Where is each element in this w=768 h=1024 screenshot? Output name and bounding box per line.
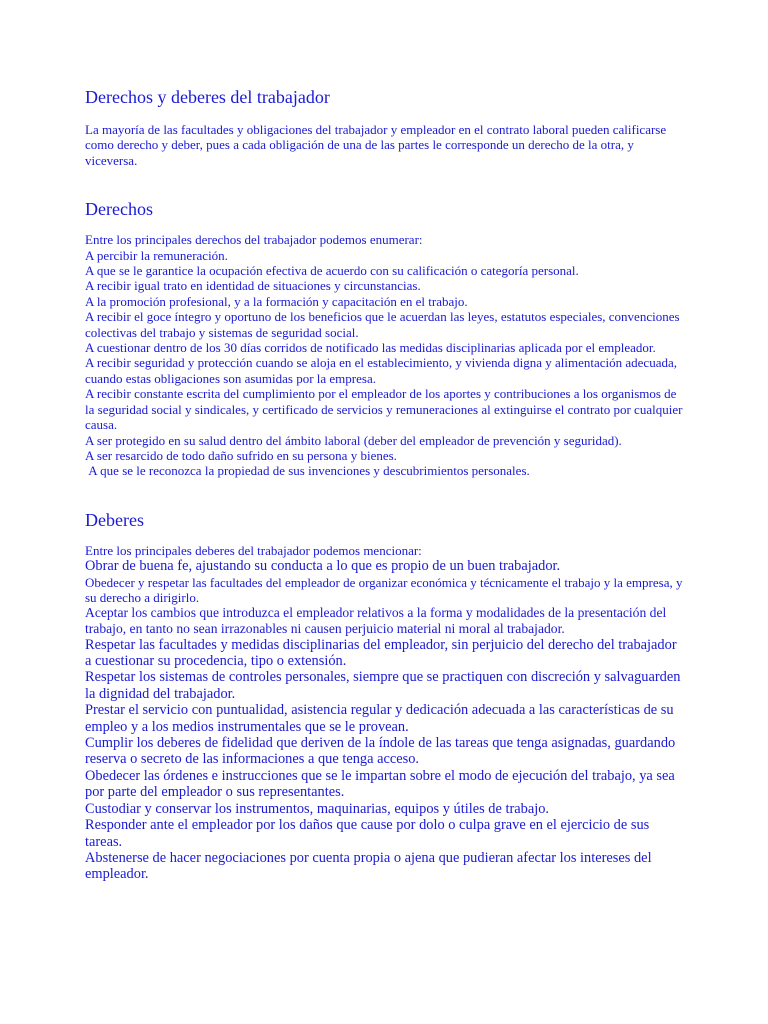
list-item: A recibir el goce íntegro y oportuno de los beneficios que le acuerdan las leyes, estatutos especiales, convenciones colectivas del trabajo y sistemas de seguridad social. xyxy=(85,309,680,340)
deberes-list xyxy=(85,558,685,883)
document-title: Derechos y deberes del trabajador xyxy=(85,87,330,107)
list-item: Obrar de buena fe, ajustando su conducta a lo que es propio de un buen trabajador. xyxy=(85,558,561,575)
derechos-list xyxy=(85,248,685,479)
list-item: Respetar las facultades y medidas disciplinarias del empleador, sin perjuicio del derecho del trabajador a cuestionar su procedencia, tipo o extensión. xyxy=(85,636,677,670)
list-item: A recibir igual trato en identidad de situaciones y circunstancias. xyxy=(85,278,421,294)
list-item: Abstenerse de hacer negociaciones por cuenta propia o ajena que pudieran afectar los intereses del empleador. xyxy=(85,849,652,883)
deberes-section xyxy=(85,509,685,883)
list-item: A ser protegido en su salud dentro del ámbito laboral (deber del empleador de prevención y seguridad). xyxy=(85,432,622,448)
list-item: A cuestionar dentro de los 30 días corridos de notificado las medidas disciplinarias aplicada por el empleador. xyxy=(85,340,656,356)
derechos-lead: Entre los principales derechos del trabajador podemos enumerar: xyxy=(85,232,423,248)
list-item: Custodiar y conservar los instrumentos, maquinarias, equipos y útiles de trabajo. xyxy=(85,800,550,817)
list-item: Responder ante el empleador por los daños que cause por dolo o culpa grave en el ejercicio de sus tareas. xyxy=(85,817,650,850)
list-item: A ser resarcido de todo daño sufrido en su persona y bienes. xyxy=(85,447,397,463)
list-item: Obedecer y respetar las facultades del empleador de organizar económica y técnicamente el trabajo y la empresa, y su derecho a dirigirlo. xyxy=(85,574,683,606)
list-item: A recibir seguridad y protección cuando se aloja en el establecimiento, y vivienda digna y alimentación adecuada, cuando estas obligaciones son asumidas por la empresa. xyxy=(85,355,677,386)
list-item: Obedecer las órdenes e instrucciones que se le impartan sobre el modo de ejecución del trabajo, ya sea por parte del empleador o sus representantes. xyxy=(85,767,675,801)
derechos-section xyxy=(85,198,685,479)
document-body xyxy=(85,86,685,883)
list-item: A recibir constante escrita del cumplimiento por el empleador de los aportes y contribuciones a los organismos de la seguridad social y sindicales, y certificado de servicios y remuneraciones al extinguirse el contrato por cualquier causa. xyxy=(85,386,683,433)
deberes-lead: Entre los principales deberes del trabajador podemos mencionar: xyxy=(85,542,422,558)
list-item: A la promoción profesional, y a la formación y capacitación en el trabajo. xyxy=(85,293,468,309)
list-item: Cumplir los deberes de fidelidad que deriven de la índole de las tareas que tenga asignadas, guardando reserva o secreto de las informaciones a que tenga acceso. xyxy=(85,735,676,768)
deberes-heading: Deberes xyxy=(85,509,144,530)
list-item: A que se le reconozca la propiedad de sus invenciones y descubrimientos personales. xyxy=(85,463,530,479)
list-item: Prestar el servicio con puntualidad, asistencia regular y dedicación adecuada a las características de su empleo y a los medios instrumentales que se le provean. xyxy=(85,702,674,735)
intro-paragraph: La mayoría de las facultades y obligaciones del trabajador y empleador en el contrato laboral pueden calificarse como derecho y deber, pues a cada obligación de una de las partes le corresponde un derecho de la otra, y viceversa. xyxy=(85,122,667,168)
list-item: Respetar los sistemas de controles personales, siempre que se practiquen con discreción y salvaguarden la dignidad del trabajador. xyxy=(85,669,681,702)
list-item: A percibir la remuneración. xyxy=(85,247,228,263)
derechos-heading: Derechos xyxy=(85,199,153,220)
list-item: Aceptar los cambios que introduzca el empleador relativos a la forma y modalidades de la presentación del trabajo, en tanto no sean irrazonables ni causen perjuicio material ni moral al trabajador. xyxy=(85,605,667,637)
list-item: A que se le garantice la ocupación efectiva de acuerdo con su calificación o categoría personal. xyxy=(85,263,579,279)
